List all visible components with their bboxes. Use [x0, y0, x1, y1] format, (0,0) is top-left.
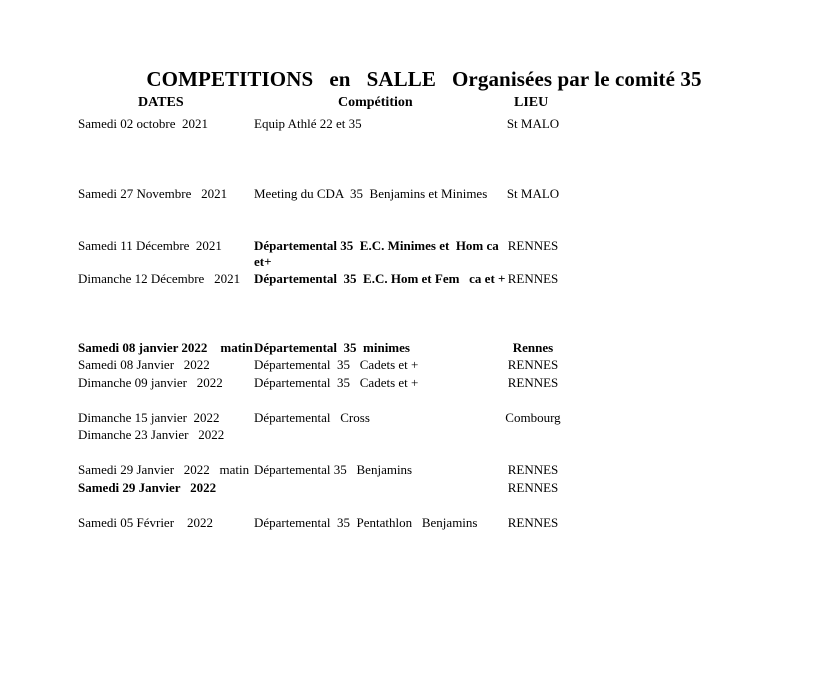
row-date: Dimanche 15 janvier 2022 — [78, 410, 220, 425]
row-date: Dimanche 23 Janvier 2022 — [78, 427, 225, 442]
header-lieu: LIEU — [514, 95, 549, 110]
row-date: Samedi 29 Janvier 2022 — [78, 480, 217, 495]
row-date: Samedi 29 Janvier 2022 matin — [78, 462, 250, 477]
header-competition: Compétition — [338, 95, 413, 110]
row-competition: Départemental 35 Cadets et + — [254, 357, 419, 372]
row-lieu: RENNES — [507, 480, 559, 495]
row-lieu: Rennes — [512, 340, 554, 355]
row-competition: Départemental 35 E.C. Minimes et Hom ca et+ — [254, 238, 503, 269]
row-date: Samedi 08 Janvier 2022 — [78, 357, 210, 372]
row-lieu: St MALO — [506, 186, 560, 201]
row-date: Samedi 27 Novembre 2021 — [78, 186, 228, 201]
row-competition: Meeting du CDA 35 Benjamins et Minimes — [254, 186, 488, 201]
row-competition: Départemental 35 E.C. Hom et Fem ca et + — [254, 271, 506, 286]
row-competition: Départemental 35 Benjamins — [254, 462, 413, 477]
row-date: Samedi 11 Décembre 2021 — [78, 238, 222, 253]
row-lieu: RENNES — [507, 462, 559, 477]
row-lieu: Combourg — [505, 410, 561, 425]
row-lieu: RENNES — [507, 238, 559, 253]
row-competition: Départemental 35 minimes — [254, 340, 410, 355]
row-date: Samedi 02 octobre 2021 — [78, 116, 208, 131]
row-competition: Départemental Cross — [254, 410, 370, 425]
row-date: Dimanche 12 Décembre 2021 — [78, 271, 241, 286]
row-lieu: RENNES — [507, 357, 559, 372]
row-lieu: RENNES — [507, 515, 559, 530]
row-date: Dimanche 09 janvier 2022 — [78, 375, 223, 390]
row-date: Samedi 08 janvier 2022 matin — [78, 340, 253, 355]
row-competition: Départemental 35 Pentathlon Benjamins — [254, 515, 478, 530]
document-title: COMPETITIONS en SALLE Organisées par le comité 35 — [146, 67, 702, 91]
row-lieu: St MALO — [506, 116, 560, 131]
row-date: Samedi 05 Février 2022 — [78, 515, 214, 530]
row-competition: Départemental 35 Cadets et + — [254, 375, 419, 390]
row-lieu: RENNES — [507, 375, 559, 390]
row-competition: Equip Athlé 22 et 35 — [254, 116, 362, 131]
row-lieu: RENNES — [507, 271, 559, 286]
header-dates: DATES — [138, 95, 184, 110]
